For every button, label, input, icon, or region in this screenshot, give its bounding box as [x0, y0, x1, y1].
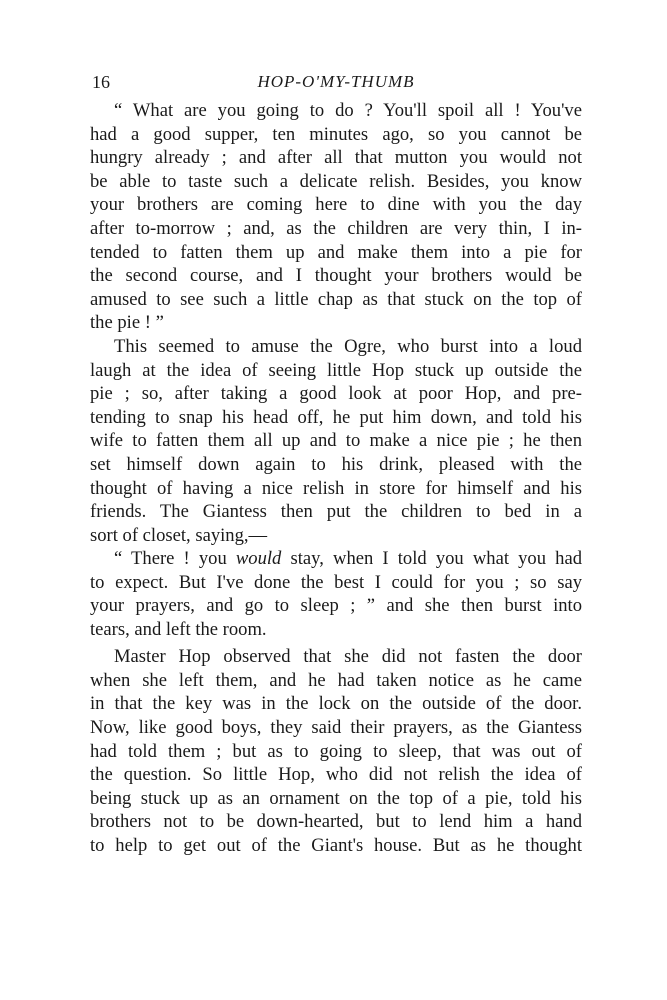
text-line: after to-morrow ; and, as the children are very thin, I in-: [90, 217, 582, 239]
text-line: be able to taste such a delicate relish. Besides, you know: [90, 170, 582, 192]
text-line: your brothers are coming here to dine with you the day: [90, 194, 582, 216]
text-line: the pie ! ”: [90, 312, 164, 334]
text-line: the second course, and I thought your brothers would be: [90, 265, 582, 287]
text-line: to help to get out of the Giant's house. But as he thought: [90, 834, 582, 856]
text-line: Now, like good boys, they said their prayers, as the Giantess: [90, 716, 582, 738]
text-line: in that the key was in the lock on the outside of the door.: [90, 693, 582, 715]
page-number: 16: [92, 72, 110, 92]
text-line: This seemed to amuse the Ogre, who burst into a loud: [114, 335, 582, 357]
paragraph: [90, 645, 582, 857]
text-line: [90, 547, 582, 571]
text-line: to expect. But I've done the best I could for you ; so say: [90, 571, 582, 593]
text-line: sort of closet, saying,—: [90, 524, 268, 546]
text-line: amused to see such a little chap as that stuck on the top of: [90, 288, 582, 310]
paragraph: [90, 99, 582, 335]
text-line: friends. The Giantess then put the children to bed in a: [90, 501, 582, 523]
text-line: wife to fatten them all up and to make a nice pie ; he then: [90, 430, 582, 452]
body-text: [90, 99, 582, 858]
text-line: tears, and left the room.: [90, 619, 267, 641]
text-line: set himself down again to his drink, pleased with the: [90, 453, 582, 475]
text-run: stay, when I told you what you had: [281, 548, 582, 570]
text-line: being stuck up as an ornament on the top of a pie, told his: [90, 787, 582, 809]
text-line: thought of having a nice relish in store for himself and his: [90, 477, 582, 499]
text-line: laugh at the idea of seeing little Hop stuck up outside the: [90, 359, 582, 381]
text-run: “ There ! you: [114, 548, 236, 570]
text-line: the question. So little Hop, who did not relish the idea of: [90, 764, 582, 786]
text-line: brothers not to be down-hearted, but to lend him a hand: [90, 811, 582, 833]
paragraph: [90, 335, 582, 547]
text-line: tending to snap his head off, he put him down, and told his: [90, 406, 582, 428]
text-line: hungry already ; and after all that mutton you would not: [90, 147, 582, 169]
text-line: tended to fatten them up and make them into a pie for: [90, 241, 582, 263]
emphasis-text: would: [235, 548, 282, 570]
text-line: had told them ; but as to going to sleep, that was out of: [90, 740, 582, 762]
text-line: Master Hop observed that she did not fasten the door: [114, 646, 582, 668]
text-line: had a good supper, ten minutes ago, so you cannot be: [90, 123, 582, 145]
paragraph: [90, 547, 582, 641]
running-title: HOP-O'MY-THUMB: [257, 72, 415, 91]
text-line: pie ; so, after taking a good look at poor Hop, and pre-: [90, 383, 582, 405]
text-line: when she left them, and he had taken notice as he came: [90, 669, 582, 691]
text-line: “ What are you going to do ? You'll spoil all ! You've: [114, 100, 582, 121]
page-header: [90, 70, 582, 94]
text-line: your prayers, and go to sleep ; ” and she then burst into: [90, 595, 582, 617]
